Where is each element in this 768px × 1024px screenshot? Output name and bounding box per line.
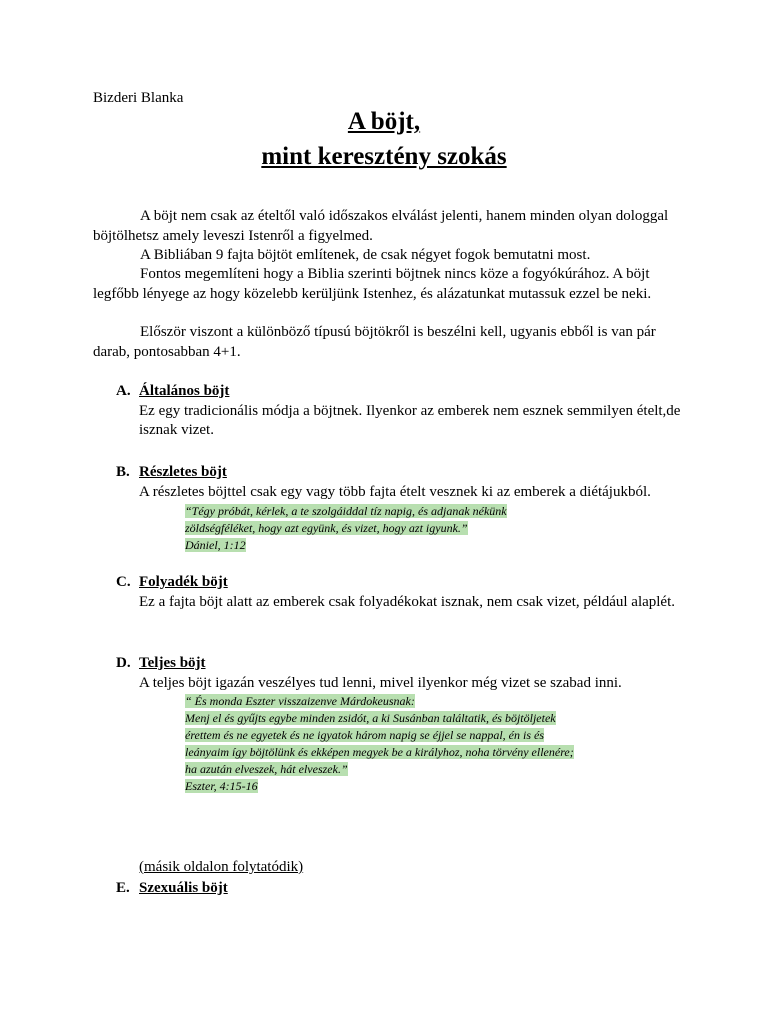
quote-line: érettem és ne egyetek és ne igyatok három napig se éjjel se nappal, én is és bbox=[185, 728, 544, 742]
quote-line: leányaim így böjtölünk és ekképen megyek be a királyhoz, noha törvény ellenére; bbox=[185, 745, 574, 759]
section-letter: A. bbox=[116, 383, 131, 399]
section-body: Ez a fajta böjt alatt az emberek csak folyadékokat isznak, nem csak vizet, például alaplét. bbox=[139, 593, 676, 610]
bible-quote-daniel bbox=[185, 503, 507, 554]
section-c bbox=[116, 573, 686, 612]
quote-reference: Eszter, 4:15-16 bbox=[185, 779, 258, 793]
section-letter: E. bbox=[116, 880, 130, 896]
section-title: Szexuális böjt bbox=[139, 880, 228, 896]
intro-paragraph-2: A Bibliában 9 fajta böjtöt említenek, de csak négyet fogok bemutatni most. bbox=[140, 247, 591, 263]
title-line-1: A böjt, bbox=[347, 108, 421, 135]
section-letter: C. bbox=[116, 574, 131, 590]
section-body: A teljes böjt igazán veszélyes tud lenni, mivel ilyenkor még vizet se szabad inni. bbox=[139, 674, 622, 691]
quote-line: “Tégy próbát, kérlek, a te szolgáiddal tíz napig, és adjanak nékünk bbox=[185, 504, 507, 518]
quote-line: ha azután elveszek, hát elveszek.” bbox=[185, 762, 348, 776]
section-title: Folyadék böjt bbox=[139, 574, 228, 590]
quote-line: Menj el és gyűjts egybe minden zsidót, a ki Susánban találtatik, és böjtöljetek bbox=[185, 711, 556, 725]
section-letter: D. bbox=[116, 655, 131, 671]
quote-reference: Dániel, 1:12 bbox=[185, 538, 246, 552]
intro-paragraph-4: Először viszont a különböző típusú böjtökről is beszélni kell, ugyanis ebből is van pár darab, pontosabban 4+1. bbox=[93, 324, 656, 360]
section-letter: B. bbox=[116, 464, 130, 480]
title-line-2: mint keresztény szokás bbox=[261, 143, 507, 170]
intro-paragraph-3: Fontos megemlíteni hogy a Biblia szerinti böjtnek nincs köze a fogyókúrához. A böjt legfőbb lényege az hogy közelebb kerüljünk Istenhez, és alázatunkat mutassuk ezzel be neki. bbox=[93, 266, 652, 302]
section-b bbox=[116, 463, 686, 502]
author-name: Bizderi Blanka bbox=[93, 90, 184, 106]
bible-quote-eszter bbox=[185, 693, 574, 795]
section-e bbox=[116, 879, 686, 899]
quote-line: zöldségféléket, hogy azt együnk, és vizet, hogy azt igyunk.” bbox=[185, 521, 468, 535]
section-body: Ez egy tradicionális módja a böjtnek. Ilyenkor az emberek nem esznek semmilyen ételt,de isznak vizet. bbox=[139, 402, 681, 438]
section-title: Teljes böjt bbox=[139, 655, 206, 671]
section-a bbox=[116, 382, 686, 441]
section-title: Részletes böjt bbox=[139, 464, 227, 480]
intro-paragraph-1: A böjt nem csak az ételtől való időszakos elválást jelenti, hanem minden olyan dologgal böjtölhetsz amely leveszi Istenről a figyelmed. bbox=[93, 208, 669, 244]
continued-note: (másik oldalon folytatódik) bbox=[139, 859, 304, 875]
section-d bbox=[116, 654, 686, 693]
section-title: Általános böjt bbox=[139, 383, 230, 399]
section-body: A részletes böjttel csak egy vagy több fajta ételt vesznek ki az emberek a diétájukból. bbox=[139, 483, 651, 500]
quote-line: “ És monda Eszter visszaizenve Márdokeusnak: bbox=[185, 694, 415, 708]
